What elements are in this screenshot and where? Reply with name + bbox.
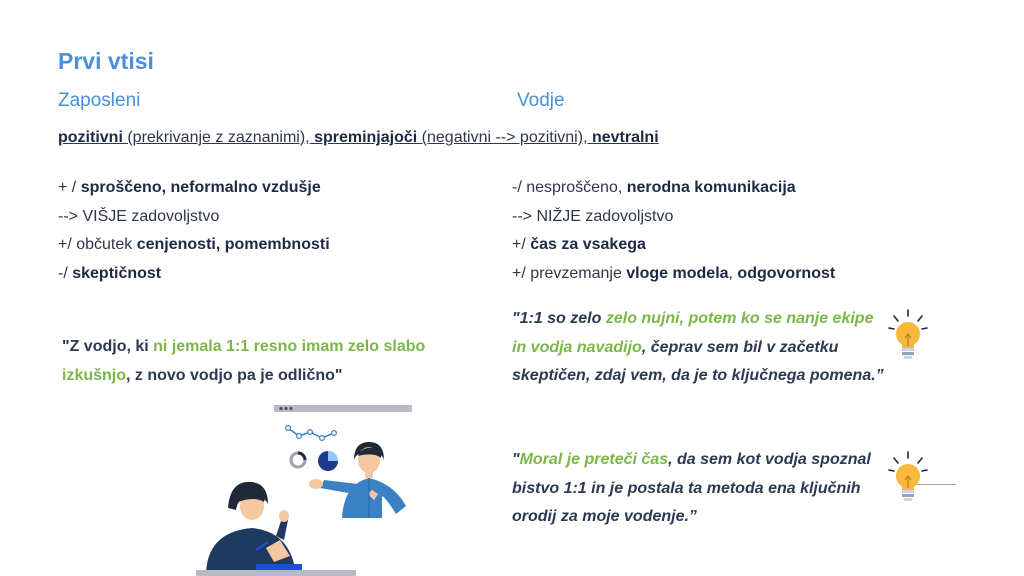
list-item: -/ nesproščeno, nerodna komunikacija: [512, 179, 796, 196]
list-item: +/ prevzemanje vloge modela, odgovornost: [512, 264, 836, 282]
quote-leader-1: "1:1 so zelo zelo nujni, potem ko se nanje ekipe in vodja navadijo, čeprav sem bil v začetku skeptičen, zdaj vem, da je to ključnega pomena.”: [512, 310, 884, 384]
screen-bar: [274, 405, 412, 412]
leaders-list: [512, 174, 835, 288]
list-item: -/ skeptičnost: [58, 264, 162, 282]
page-title: Prvi vtisi: [58, 48, 154, 74]
desk: [196, 570, 356, 576]
lightbulb-icon: [886, 308, 930, 364]
category-changing: spreminjajoči: [314, 129, 418, 146]
category-neutral: nevtralni: [591, 129, 659, 146]
seated-woman-figure: [206, 482, 296, 576]
list-item: + / sproščeno, neformalno vzdušje: [58, 179, 321, 196]
list-item: +/ čas za vsakega: [512, 236, 646, 253]
list-item: +/ občutek cenjenosti, pomembnosti: [58, 236, 330, 253]
subtitle-employees: Zaposleni: [58, 90, 141, 111]
list-item: --> NIŽJE zadovoljstvo: [512, 207, 674, 225]
category-positive-note: (prekrivanje z zaznanimi),: [122, 129, 315, 146]
category-changing-note: (negativni --> pozitivni),: [417, 129, 592, 146]
category-positive: pozitivni: [58, 129, 123, 146]
quote-employee: "Z vodjo, ki ni jemala 1:1 resno imam zelo slabo izkušnjo, z novo vodjo pa je odlično": [62, 338, 426, 384]
subtitle-leaders: Vodje: [517, 90, 565, 111]
list-item: --> VIŠJE zadovoljstvo: [58, 207, 220, 225]
quote-leader-2: "Moral je preteči čas, da sem kot vodja spoznal bistvo 1:1 in je postala ta metoda ena ključnih orodij za moje vodenje.”: [512, 451, 871, 525]
employees-list: [58, 174, 330, 288]
lightbulb-icon: [886, 450, 930, 506]
categories-line: [58, 129, 659, 147]
meeting-illustration: [196, 400, 426, 576]
